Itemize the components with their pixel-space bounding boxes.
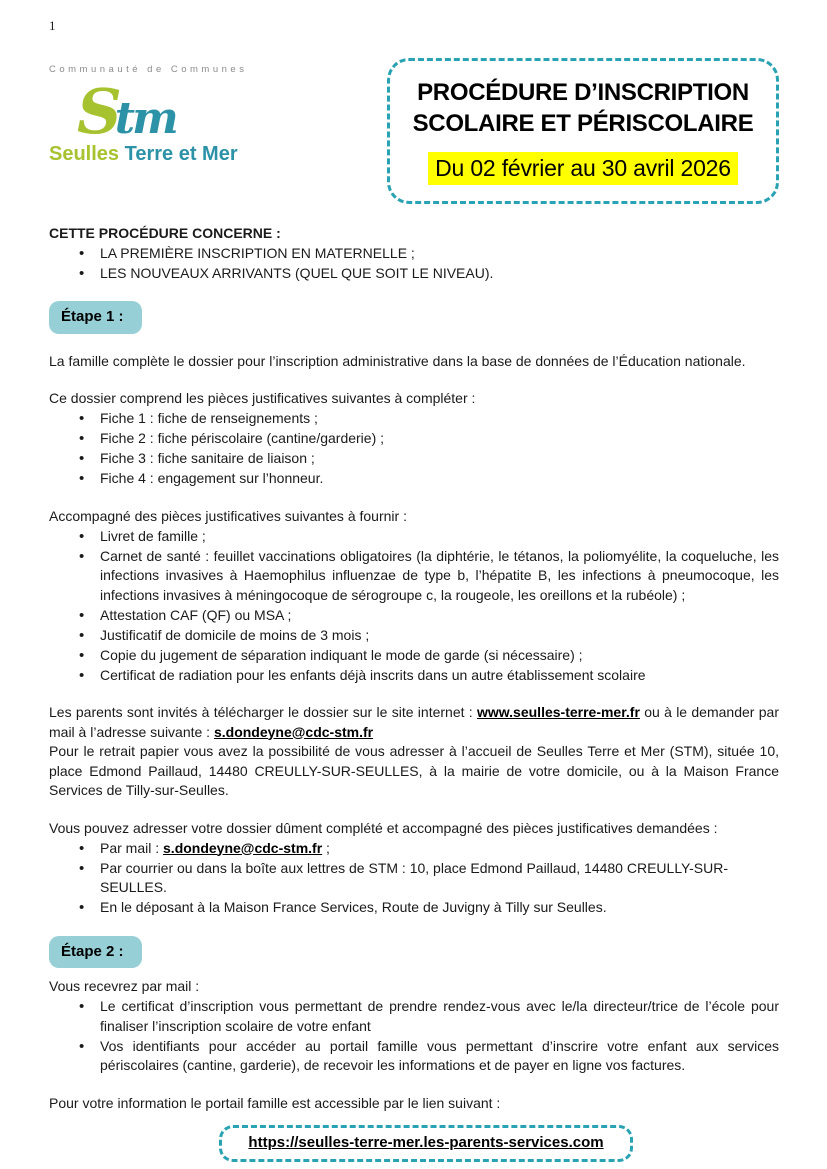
fournir-item-4: • Justificatif de domicile de moins de 3 mois ; [49,626,779,646]
download-paragraph [49,703,779,742]
document-title-line2: SCOLAIRE ET PÉRISCOLAIRE [412,109,754,137]
retrait-paragraph: Pour le retrait papier vous avez la possibilité de vous adresser à l’accueil de Seulles Terre et Mer (STM), située 10, place Edmond Paillaud, 14480 CREULLY-SUR-SEULLES, à la mairie de votre domicile, ou à la Maison France Services de Tilly-sur-Seulles. [49,743,779,798]
fournir-item-1: • Livret de famille ; [49,527,779,547]
envoi-mail-prefix: Par mail : [100,839,164,856]
envoi-mail-suffix: ; [322,839,330,856]
fournir-item-6: • Certificat de radiation pour les enfants déjà inscrits dans un autre établissement scolaire [49,666,779,686]
email-link-2[interactable]: s.dondeyne@cdc-stm.fr [163,839,323,856]
etape2-list [49,997,779,1076]
document-title-line1: PROCÉDURE D’INSCRIPTION [417,78,749,106]
logo-name [49,145,279,165]
portal-link[interactable]: https://seulles-terre-mer.les-parents-services.com [248,1134,604,1151]
stm-logo-mark-icon [49,75,279,148]
fournir-item-2: • Carnet de santé : feuillet vaccinations obligatoires (la diphtérie, le tétanos, la poliomyélite, la coqueluche, les infections invasives à Haemophilus influenzae de type b, l’hépatite B, les infections à pneumocoque, les infections invasives à méningocoque de sérogroupe c, la rougeole, les oreillons et la rubéole) ; [49,547,779,606]
logo-name-seulles: Seulles [49,143,120,165]
envoi-list [49,839,779,918]
fiche-item-1: • Fiche 1 : fiche de renseignements ; [49,409,779,429]
pieces-a-fournir-list [49,527,779,686]
fiche-item-3: • Fiche 3 : fiche sanitaire de liaison ; [49,449,779,469]
stm-logo [49,58,279,165]
etape1-badge: Étape 1 : [49,301,142,334]
intro-bullet-2: • LES NOUVEAUX ARRIVANTS (QUEL QUE SOIT LE NIVEAU). [49,264,779,284]
logo-mark-s: S [77,75,122,148]
date-range-highlight: Du 02 février au 30 avril 2026 [428,152,738,185]
intro-bullet-1: • LA PREMIÈRE INSCRIPTION EN MATERNELLE ; [49,244,779,264]
document-header [49,58,779,204]
logo-name-terre-et-mer: Terre et Mer [124,143,238,165]
fournir-item-3: • Attestation CAF (QF) ou MSA ; [49,606,779,626]
portal-link-container [49,1125,779,1162]
logo-tagline: Communauté de Communes [49,63,248,75]
etape1-paragraph-fournir: Accompagné des pièces justificatives suivantes à fournir : [49,507,407,524]
envoi-item-courrier: • Par courrier ou dans la boîte aux lettres de STM : 10, place Edmond Paillaud, 14480 CREULLY-SUR-SEULLES. [49,859,779,898]
download-text-mid: ou à le demander par mail à l’adresse suivante : [49,704,779,740]
envoi-item-depot: • En le déposant à la Maison France Services, Route de Juvigny à Tilly sur Seulles. [49,898,779,918]
fournir-item-5: • Copie du jugement de séparation indiquant le mode de garde (si nécessaire) ; [49,646,779,666]
logo-mark-tm: tm [114,93,176,144]
page-number: 1 [49,18,56,33]
etape2-bullet-1: • Le certificat d’inscription vous permettant de prendre rendez-vous avec le/la directeur/trice de l’école pour finaliser l’inscription scolaire de votre enfant [49,997,779,1036]
fiches-list [49,409,779,489]
portal-link-box [219,1125,632,1162]
etape2-heading: Vous recevrez par mail : [49,978,200,994]
fiche-item-2: • Fiche 2 : fiche périscolaire (cantine/garderie) ; [49,429,779,449]
fiche-item-4: • Fiche 4 : engagement sur l’honneur. [49,469,779,489]
envoi-paragraph: Vous pouvez adresser votre dossier dûment complété et accompagné des pièces justificatives demandées : [49,819,718,836]
etape2-bullet-2: • Vos identifiants pour accéder au portail famille vous permettant d’inscrire votre enfant aux services périscolaires (cantine, garderie), de recevoir les informations et de payer en ligne vos factures. [49,1037,779,1076]
etape1-paragraph-famille: La famille complète le dossier pour l’inscription administrative dans la base de données de l’Éducation nationale. [49,352,746,369]
envoi-item-mail [49,839,779,859]
intro-heading: CETTE PROCÉDURE CONCERNE : [49,224,281,241]
intro-bullet-list [49,244,779,284]
etape1-paragraph-dossier: Ce dossier comprend les pièces justificatives suivantes à compléter : [49,390,476,406]
portal-intro-paragraph: Pour votre information le portail famille est accessible par le lien suivant : [49,1094,501,1111]
etape2-badge: Étape 2 : [49,936,142,969]
download-text-before: Les parents sont invités à télécharger le dossier sur le site internet : [49,704,478,720]
website-link[interactable]: www.seulles-terre-mer.fr [477,704,640,720]
email-link[interactable]: s.dondeyne@cdc-stm.fr [213,723,374,740]
title-box [387,58,779,204]
